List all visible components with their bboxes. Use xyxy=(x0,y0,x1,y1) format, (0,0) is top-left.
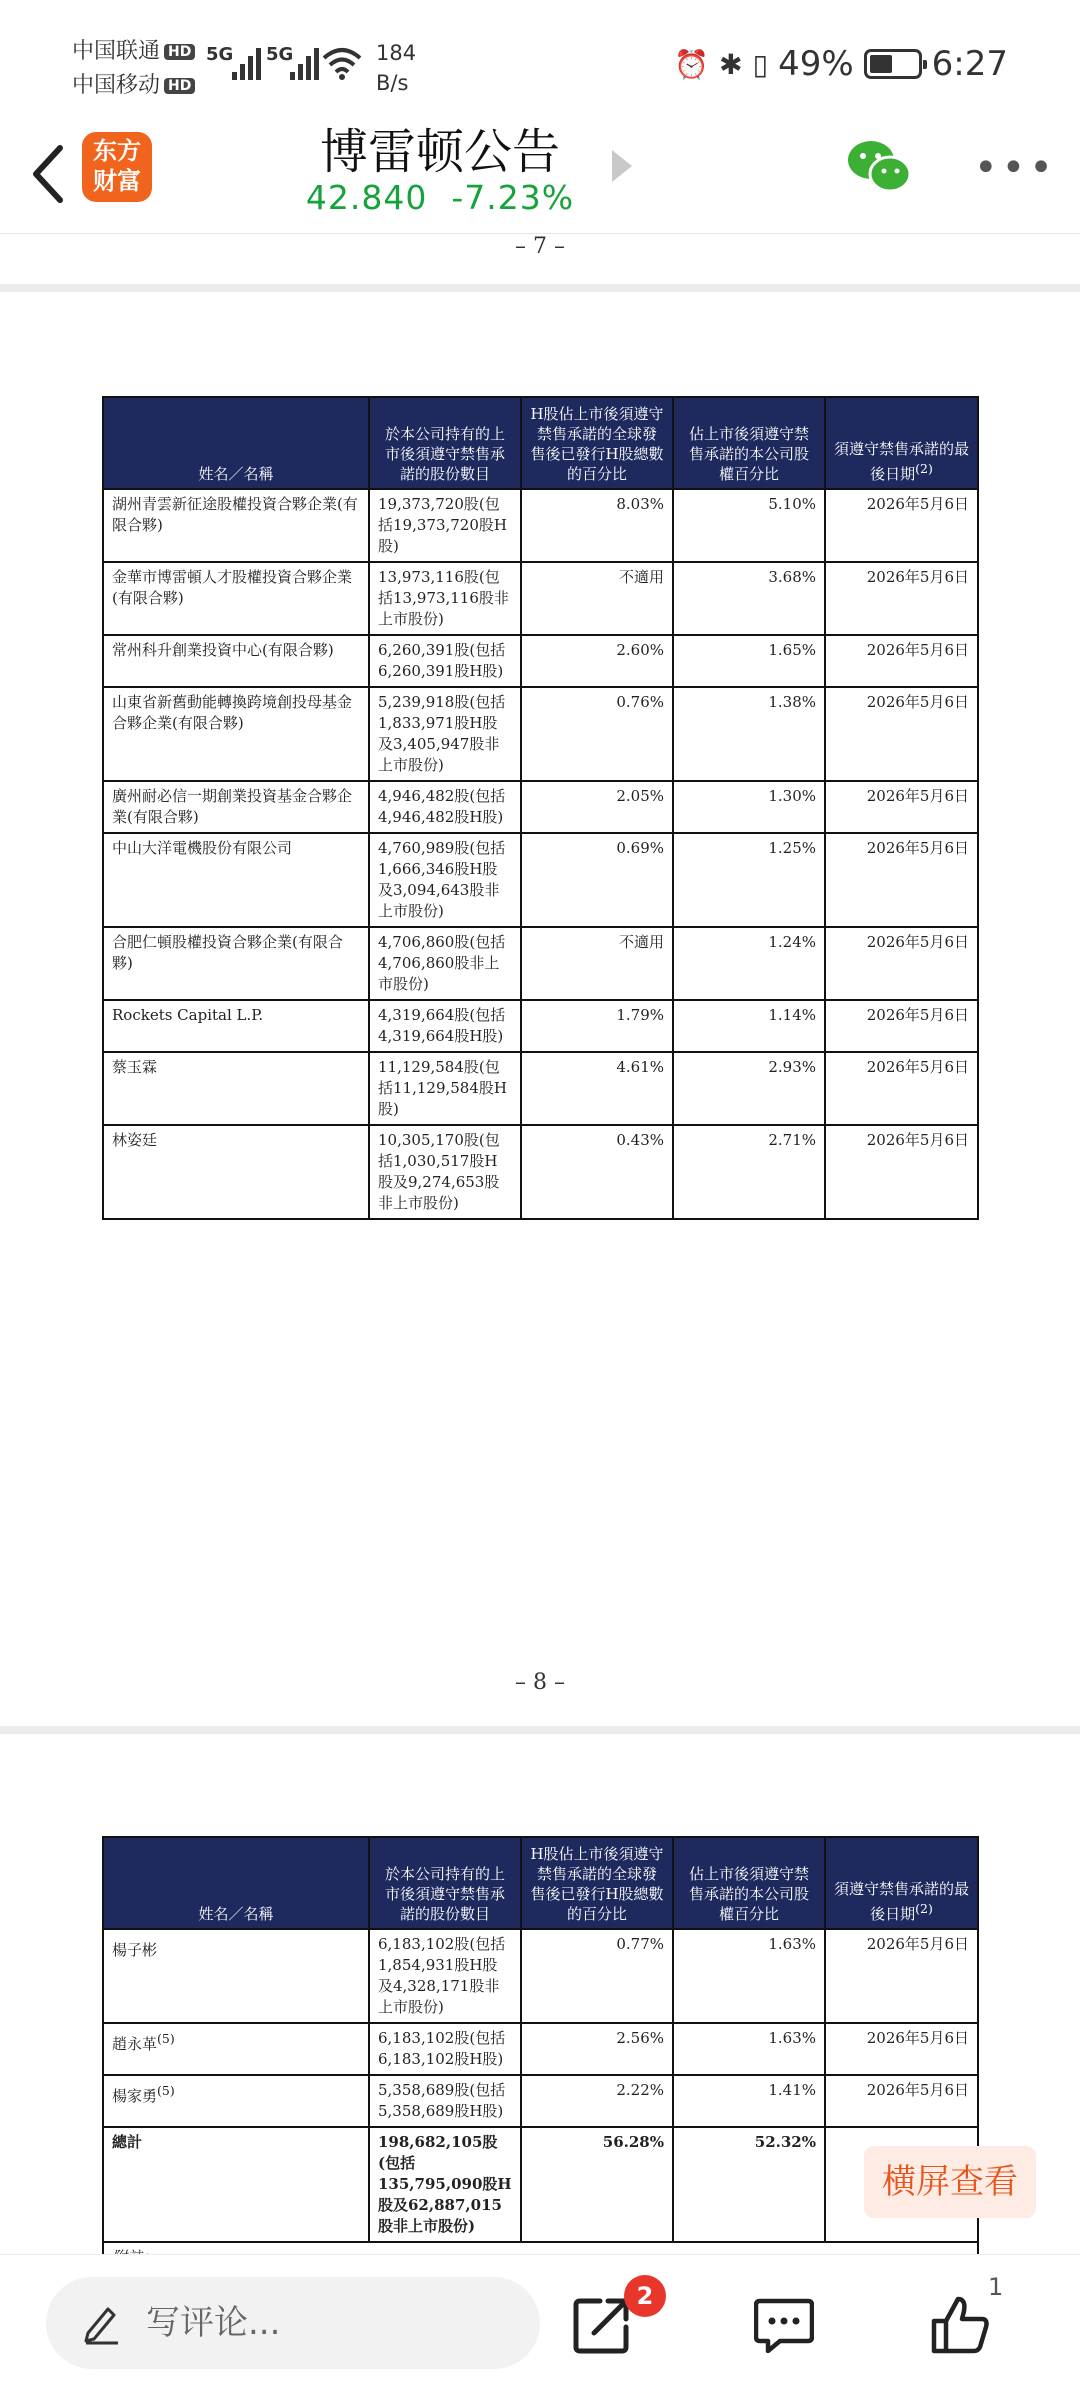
holder-name: 林姿廷 xyxy=(103,1125,369,1219)
shareholding-percent: 2.93% xyxy=(673,1052,825,1125)
shares-held: 13,973,116股(包括13,973,116股非上市股份) xyxy=(369,562,521,635)
alarm-icon: ⏰ xyxy=(674,47,710,81)
shares-held: 4,319,664股(包括4,319,664股H股) xyxy=(369,1000,521,1052)
total-label: 總計 xyxy=(103,2127,369,2242)
lockup-table-2 xyxy=(102,1836,979,2286)
holder-name: 楊子彬 xyxy=(103,1929,369,2023)
table-row xyxy=(103,1929,978,2023)
holder-name: 常州科升創業投資中心(有限合夥) xyxy=(103,635,369,687)
holder-name: 合肥仁頓股權投資合夥企業(有限合夥) xyxy=(103,927,369,1000)
shares-held: 4,760,989股(包括1,666,346股H股及3,094,643股非上市股份) xyxy=(369,833,521,927)
signal-1-icon xyxy=(232,44,264,80)
shares-held: 6,183,102股(包括1,854,931股H股及4,328,171股非上市股份) xyxy=(369,1929,521,2023)
col-header-pct: 佔上市後須遵守禁售承諾的本公司股權百分比 xyxy=(673,1837,825,1929)
holder-name: 山東省新舊動能轉換跨境創投母基金合夥企業(有限合夥) xyxy=(103,687,369,781)
col-header-shares: 於本公司持有的上市後須遵守禁售承諾的股份數目 xyxy=(369,1837,521,1929)
clock: 6:27 xyxy=(931,44,1008,84)
h-share-percent: 1.79% xyxy=(521,1000,673,1052)
total-shares: 198,682,105股(包括135,795,090股H股及62,887,015股非上市股份) xyxy=(369,2127,521,2242)
shareholding-percent: 1.14% xyxy=(673,1000,825,1052)
col-header-date: 須遵守禁售承諾的最後日期$^{(2)}$ xyxy=(825,1837,978,1929)
shares-held: 11,129,584股(包括11,129,584股H股) xyxy=(369,1052,521,1125)
status-right xyxy=(674,44,1008,84)
h-share-percent: 不適用 xyxy=(521,562,673,635)
table-row xyxy=(103,1000,978,1052)
announcement-document[interactable] xyxy=(0,234,1080,2254)
shareholding-percent: 1.24% xyxy=(673,927,825,1000)
table-row xyxy=(103,1052,978,1125)
like-count: 1 xyxy=(988,2273,1004,2301)
col-header-name: 姓名／名稱 xyxy=(103,397,369,489)
holder-name: 趙永革$^{(5)}$ xyxy=(103,2023,369,2075)
h-share-percent: 8.03% xyxy=(521,489,673,562)
share-icon[interactable] xyxy=(572,2295,632,2355)
h-share-percent: 4.61% xyxy=(521,1052,673,1125)
signal-2-icon xyxy=(290,44,320,80)
page-number: – 7 – xyxy=(515,234,565,259)
table-row xyxy=(103,781,978,833)
table-row xyxy=(103,489,978,562)
app-header xyxy=(0,120,1080,234)
quote-arrow-icon[interactable] xyxy=(612,150,632,182)
lockup-end-date: 2026年5月6日 xyxy=(825,687,978,781)
holder-name: 金華市博雷頓人才股權投資合夥企業(有限合夥) xyxy=(103,562,369,635)
more-options-icon[interactable]: ••• xyxy=(974,145,1057,191)
table-row xyxy=(103,635,978,687)
page-divider xyxy=(0,284,1080,292)
holder-name: 蔡玉霖 xyxy=(103,1052,369,1125)
vibrate-icon: ▯ xyxy=(752,47,769,81)
shares-held: 19,373,720股(包括19,373,720股H股) xyxy=(369,489,521,562)
network-type-1: 5G xyxy=(206,44,234,65)
holder-name: 湖州青雲新征途股權投資合夥企業(有限合夥) xyxy=(103,489,369,562)
col-header-h-pct: H股佔上市後須遵守禁售承諾的全球發售後已發行H股總數的百分比 xyxy=(521,397,673,489)
h-share-percent: 2.60% xyxy=(521,635,673,687)
shares-held: 5,239,918股(包括1,833,971股H股及3,405,947股非上市股份) xyxy=(369,687,521,781)
wifi-icon xyxy=(322,46,362,80)
shares-held: 4,706,860股(包括4,706,860股非上市股份) xyxy=(369,927,521,1000)
lockup-end-date: 2026年5月6日 xyxy=(825,1929,978,2023)
h-share-percent: 0.77% xyxy=(521,1929,673,2023)
shareholding-percent: 5.10% xyxy=(673,489,825,562)
like-icon[interactable] xyxy=(930,2295,992,2355)
total-shareholding-percent: 52.32% xyxy=(673,2127,825,2242)
shareholding-percent: 1.65% xyxy=(673,635,825,687)
lockup-end-date: 2026年5月6日 xyxy=(825,2023,978,2075)
lockup-table-1 xyxy=(102,396,979,1220)
table-row xyxy=(103,562,978,635)
back-arrow-icon[interactable] xyxy=(22,138,78,210)
bluetooth-icon: ✱ xyxy=(719,47,743,81)
table-row xyxy=(103,1125,978,1219)
stock-change: -7.23% xyxy=(451,178,575,217)
col-header-pct: 佔上市後須遵守禁售承諾的本公司股權百分比 xyxy=(673,397,825,489)
table-row xyxy=(103,833,978,927)
holder-name: 中山大洋電機股份有限公司 xyxy=(103,833,369,927)
h-share-percent: 不適用 xyxy=(521,927,673,1000)
lockup-end-date: 2026年5月6日 xyxy=(825,833,978,927)
table-row xyxy=(103,687,978,781)
shares-held: 6,260,391股(包括6,260,391股H股) xyxy=(369,635,521,687)
h-share-percent: 0.43% xyxy=(521,1125,673,1219)
holder-name: 楊家勇$^{(5)}$ xyxy=(103,2075,369,2127)
lockup-end-date: 2026年5月6日 xyxy=(825,781,978,833)
lockup-end-date: 2026年5月6日 xyxy=(825,927,978,1000)
holder-name: 廣州耐必信一期創業投資基金合夥企業(有限合夥) xyxy=(103,781,369,833)
landscape-view-button[interactable]: 横屏查看 xyxy=(864,2146,1036,2218)
h-share-percent: 0.76% xyxy=(521,687,673,781)
lockup-end-date: 2026年5月6日 xyxy=(825,562,978,635)
stock-quote xyxy=(280,178,600,217)
col-header-shares: 於本公司持有的上市後須遵守禁售承諾的股份數目 xyxy=(369,397,521,489)
lockup-end-date: 2026年5月6日 xyxy=(825,635,978,687)
net-speed: 184 B/s xyxy=(376,41,417,95)
carrier-2: 中国移动 HD xyxy=(72,68,195,99)
lockup-end-date: 2026年5月6日 xyxy=(825,489,978,562)
table-row xyxy=(103,2075,978,2127)
h-share-percent: 2.56% xyxy=(521,2023,673,2075)
battery-percent: 49% xyxy=(778,44,854,84)
lockup-end-date: 2026年5月6日 xyxy=(825,1000,978,1052)
share-badge: 2 xyxy=(624,2275,666,2317)
app-logo[interactable]: 东方 财富 xyxy=(82,132,152,202)
lockup-end-date: 2026年5月6日 xyxy=(825,1125,978,1219)
shareholding-percent: 1.41% xyxy=(673,2075,825,2127)
shares-held: 4,946,482股(包括4,946,482股H股) xyxy=(369,781,521,833)
page-divider xyxy=(0,1726,1080,1734)
comment-placeholder: 写评论... xyxy=(146,2303,281,2343)
battery-icon xyxy=(864,49,922,79)
h-share-percent: 2.05% xyxy=(521,781,673,833)
table-row xyxy=(103,2023,978,2075)
stock-price: 42.840 xyxy=(305,178,428,217)
shareholding-percent: 1.30% xyxy=(673,781,825,833)
col-header-name: 姓名／名稱 xyxy=(103,1837,369,1929)
pen-icon xyxy=(82,2301,122,2345)
bottom-action-bar xyxy=(0,2254,1080,2388)
table-row xyxy=(103,927,978,1000)
page-number: – 8 – xyxy=(515,1670,565,1695)
col-header-h-pct: H股佔上市後須遵守禁售承諾的全球發售後已發行H股總數的百分比 xyxy=(521,1837,673,1929)
col-header-date: 須遵守禁售承諾的最後日期$^{(2)}$ xyxy=(825,397,978,489)
status-bar xyxy=(0,0,1080,120)
shares-held: 10,305,170股(包括1,030,517股H股及9,274,653股非上市股份) xyxy=(369,1125,521,1219)
page-title: 博雷顿公告 xyxy=(319,124,560,180)
total-row xyxy=(103,2127,978,2242)
shares-held: 6,183,102股(包括6,183,102股H股) xyxy=(369,2023,521,2075)
lockup-end-date: 2026年5月6日 xyxy=(825,1052,978,1125)
h-share-percent: 2.22% xyxy=(521,2075,673,2127)
shareholding-percent: 3.68% xyxy=(673,562,825,635)
h-share-percent: 0.69% xyxy=(521,833,673,927)
carrier-1: 中国联通 HD xyxy=(72,34,195,65)
shareholding-percent: 1.63% xyxy=(673,2023,825,2075)
shares-held: 5,358,689股(包括5,358,689股H股) xyxy=(369,2075,521,2127)
comment-input[interactable] xyxy=(46,2277,540,2369)
total-h-share-percent: 56.28% xyxy=(521,2127,673,2242)
holder-name: Rockets Capital L.P. xyxy=(103,1000,369,1052)
wechat-share-icon[interactable] xyxy=(846,138,912,194)
comments-icon[interactable] xyxy=(754,2297,814,2353)
lockup-end-date: 2026年5月6日 xyxy=(825,2075,978,2127)
network-type-2: 5G xyxy=(266,44,294,65)
shareholding-percent: 2.71% xyxy=(673,1125,825,1219)
shareholding-percent: 1.38% xyxy=(673,687,825,781)
shareholding-percent: 1.25% xyxy=(673,833,825,927)
shareholding-percent: 1.63% xyxy=(673,1929,825,2023)
